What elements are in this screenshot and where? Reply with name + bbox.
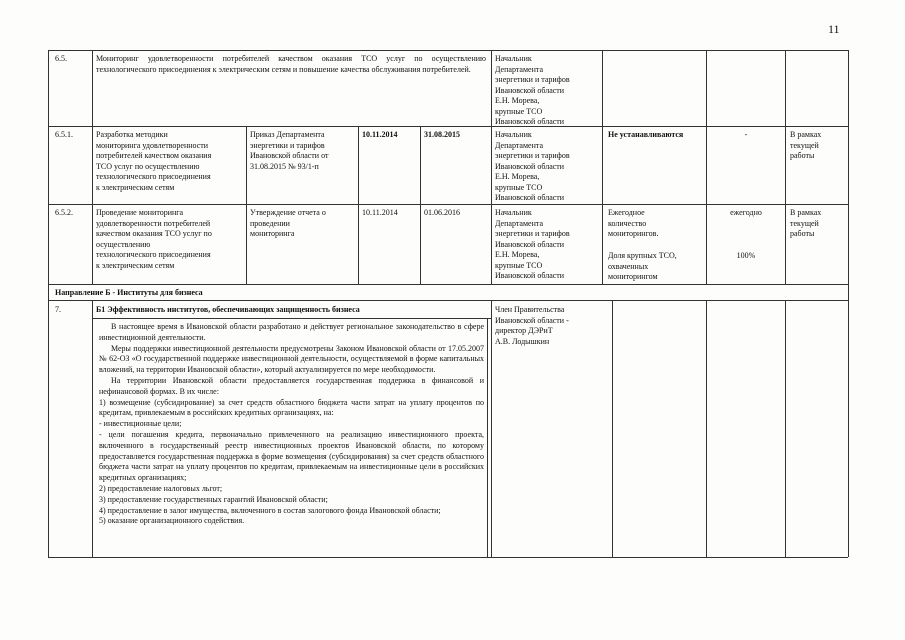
section-heading: Направление Б - Институты для бизнеса	[55, 288, 203, 297]
row-6-5-2-funding: В рамках текущей работы	[790, 208, 822, 238]
row-6-5-1-start-date: 10.11.2014	[362, 130, 398, 139]
row-6-5-1-indicator: Не устанавливаются	[608, 130, 684, 139]
row-6-5-2-indicator-share: Доля крупных ТСО, охваченных мониторингом	[608, 251, 677, 281]
row-6-5-responsible: Начальник Департамента энергетики и тарифов Ивановской области Е.Н. Морева, крупные ТСО Ивановской области	[495, 54, 570, 126]
row-7-number: 7.	[55, 305, 61, 314]
row-6-5-2-value-share: 100%	[736, 251, 756, 260]
row-6-5-2-responsible: Начальник Департамента энергетики и тарифов Ивановской области Е.Н. Морева, крупные ТСО Ивановской области	[495, 208, 570, 280]
row-6-5-1-funding: В рамках текущей работы	[790, 130, 822, 160]
row-6-5-1-number: 6.5.1.	[55, 130, 73, 139]
row-6-5-2-description: Проведение мониторинга удовлетворенности потребителей качеством оказания ТСО услуг по осуществлению технологического присоединения к электрическим сетям	[96, 208, 212, 270]
row-6-5-1-description: Разработка методики мониторинга удовлетворенности потребителей качеством оказания ТСО услуг по осуществлению технологического присоединения к электрическим сетям	[96, 130, 212, 192]
row-6-5-2-document: Утверждение отчета о проведении мониторинга	[250, 208, 326, 238]
row-6-5-2-end-date: 01.06.2016	[424, 208, 460, 217]
row-6-5-1-responsible: Начальник Департамента энергетики и тарифов Ивановской области Е.Н. Морева, крупные ТСО Ивановской области	[495, 130, 570, 202]
row-6-5-2-indicator-count: Ежегодное количество мониторингов.	[608, 208, 659, 238]
page-number: 11	[828, 22, 840, 36]
row-7-body: В настоящее время в Ивановской области разработано и действует региональное законодательство в сфере инвестиционной деятельности. Меры поддержки инвестиционной деятельности предусмотрены Законом Ивановской области от 17.05.2007 № 62-ОЗ «О государственной поддержке инвестиционной деятельности, осуществляемой в форме капитальных вложений, на территории Ивановской области», который актуализируется по мере необходимости. На территории Ивановской области предоставляется государственная поддержка в финансовой и нефинансовой формах. В их числе: 1) возмещение (субсидирование) за счет средств областного бюджета части затрат на уплату процентов по кредитам, привлекаемым в российских кредитных организациях, на: - инвестиционные цели; - цели погашения кредита, первоначально привлеченного на реализацию инвестиционного проекта, включенного в государственный реестр инвестиционных проектов Ивановской области, по которому предоставляется государственная поддержка в форме возмещения (субсидирования) за счет средств областного бюджета части затрат на уплату процентов по кредитам, привлекаемым на инвестиционные цели в российских кредитных организациях; 2) предоставление налоговых льгот; 3) предоставление государственных гарантий Ивановской области; 4) предоставление в залог имущества, включенного в состав залогового фонда Ивановской области; 5) оказание организационного содействия.	[99, 322, 484, 526]
row-6-5-1-document: Приказ Департамента энергетики и тарифов Ивановской области от 31.08.2015 № 93/1-п	[250, 130, 329, 171]
row-6-5-1-end-date: 31.08.2015	[424, 130, 460, 139]
row-6-5-description: Мониторинг удовлетворенности потребителей качеством оказания ТСО услуг по осуществлению технологического присоединения к электрическим сетям и повышение качества обслуживания потребителей.	[96, 54, 486, 74]
row-7-responsible: Член Правительства Ивановской области - директор ДЭРиТ А.В. Лодышкин	[495, 305, 569, 346]
row-6-5-1-value: -	[744, 130, 748, 139]
row-6-5-2-value-frequency: ежегодно	[730, 208, 762, 217]
row-6-5-2-start-date: 10.11.2014	[362, 208, 398, 217]
row-7-title: Б1 Эффективность институтов, обеспечивающих защищенность бизнеса	[96, 305, 360, 314]
row-6-5-2-number: 6.5.2.	[55, 208, 73, 217]
row-6-5-number: 6.5.	[55, 54, 67, 63]
